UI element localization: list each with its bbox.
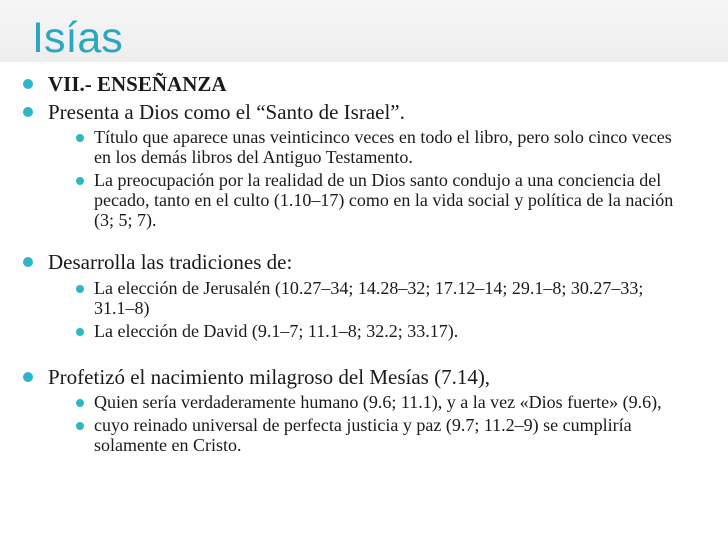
sub-bullet-dot-icon	[76, 328, 84, 336]
sub-bullet-text: Título que aparece unas veinticinco veces en todo el libro, pero solo cinco veces en los demás libros del Antiguo Testamento.	[94, 127, 672, 167]
sub-bullet-preocupacion	[74, 170, 686, 230]
sub-bullet-humano	[74, 392, 686, 412]
bullet-text: Presenta a Dios como el “Santo de Israel”.	[48, 100, 405, 124]
bullet-text: Desarrolla las tradiciones de:	[48, 250, 293, 274]
bullet-tradiciones	[22, 250, 728, 274]
sub-bullet-text: La elección de David (9.1–7; 11.1–8; 32.2; 33.17).	[94, 321, 459, 341]
sub-bullet-jerusalen	[74, 278, 686, 318]
sub-bullet-titulo	[74, 127, 686, 167]
sub-bullet-dot-icon	[76, 399, 84, 407]
sub-bullet-dot-icon	[76, 177, 84, 185]
sub-bullet-reinado	[74, 415, 686, 455]
bullet-dot-icon	[23, 107, 33, 117]
sub-bullet-david	[74, 321, 686, 341]
bullet-dot-icon	[23, 79, 33, 89]
bullet-text: VII.- ENSEÑANZA	[48, 72, 227, 96]
bullet-dot-icon	[23, 257, 33, 267]
sub-bullet-dot-icon	[76, 422, 84, 430]
sub-bullet-dot-icon	[76, 134, 84, 142]
bullet-ensenanza	[22, 72, 728, 96]
sub-bullet-text: La elección de Jerusalén (10.27–34; 14.28–32; 17.12–14; 29.1–8; 30.27–33; 31.1–8)	[94, 278, 644, 318]
slide-title: Isías	[32, 14, 123, 62]
bullet-mesias	[22, 365, 728, 389]
slide-content	[0, 72, 728, 455]
sub-bullet-text: Quien sería verdaderamente humano (9.6; 11.1), y a la vez «Dios fuerte» (9.6),	[94, 392, 662, 412]
sub-bullet-dot-icon	[76, 285, 84, 293]
bullet-dot-icon	[23, 372, 33, 382]
bullet-santo-de-israel	[22, 100, 728, 124]
bullet-text: Profetizó el nacimiento milagroso del Mesías (7.14),	[48, 365, 491, 389]
sub-bullet-text: cuyo reinado universal de perfecta justicia y paz (9.7; 11.2–9) se cumpliría solamente en Cristo.	[94, 415, 632, 455]
sub-bullet-text: La preocupación por la realidad de un Dios santo condujo a una conciencia del pecado, tanto en el culto (1.10–17) como en la vida social y política de la nación (3; 5; 7).	[94, 170, 674, 230]
